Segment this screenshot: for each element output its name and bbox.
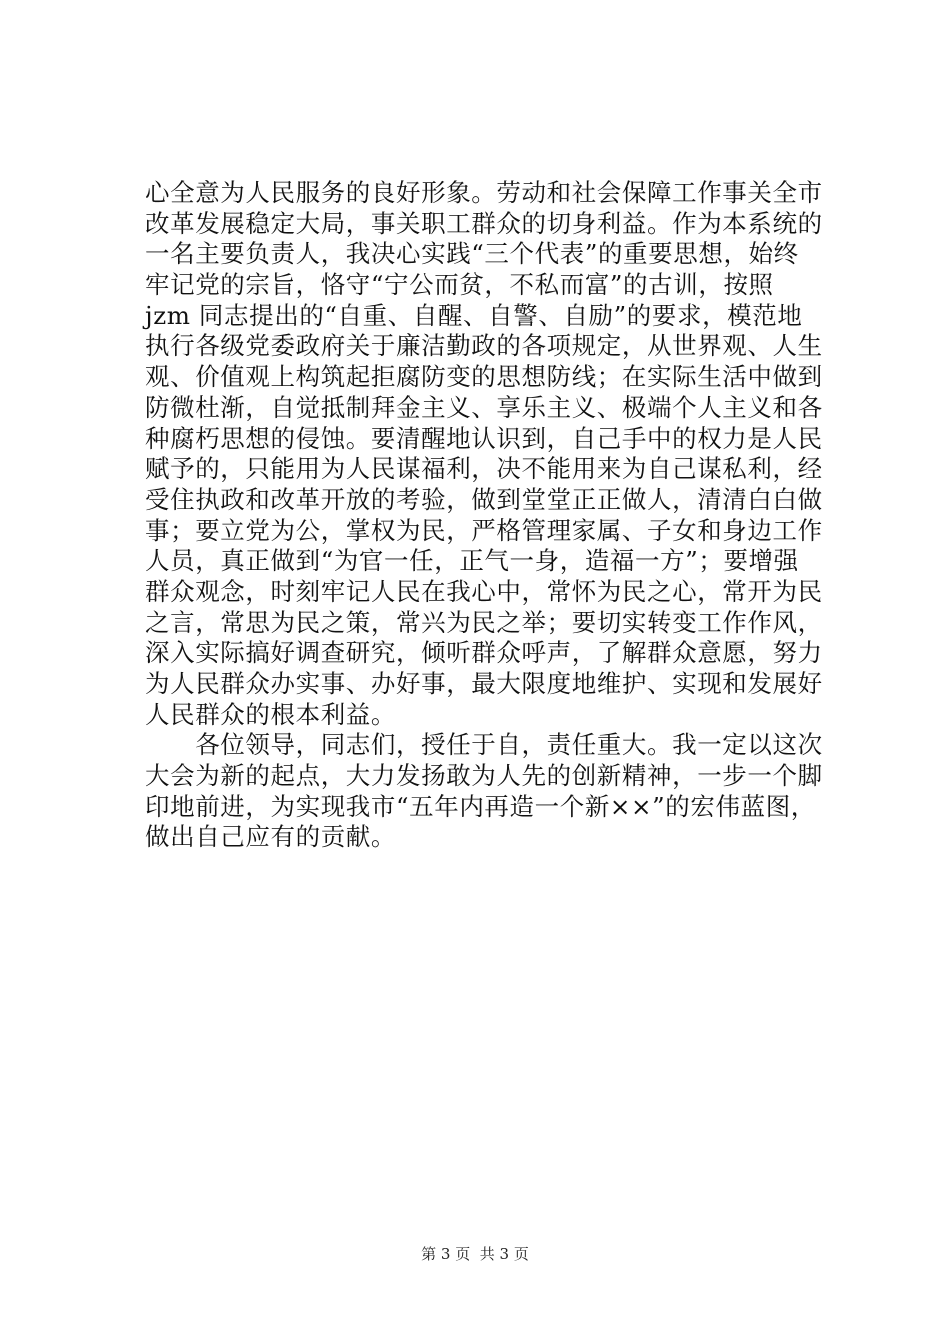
text-line: 之言，常思为民之策，常兴为民之举；要切实转变工作作风， <box>145 607 823 637</box>
text-line: 执行各级党委政府关于廉洁勤政的各项规定，从世界观、人生 <box>145 331 823 361</box>
text-line: 群众观念，时刻牢记人民在我心中，常怀为民之心，常开为民 <box>145 576 823 606</box>
text-line: 人民群众的根本利益。 <box>145 699 396 729</box>
text-line: 为人民群众办实事、办好事，最大限度地维护、实现和发展好 <box>145 669 823 698</box>
text-line: 各位领导，同志们，授任于自，责任重大。我一定以这次 <box>145 730 823 760</box>
text-line: 心全意为人民服务的良好形象。劳动和社会保障工作事关全市 <box>145 178 823 207</box>
text-line: jzm 同志提出的“自重、自醒、自警、自励”的要求，模范地 <box>145 300 803 330</box>
body-text <box>145 178 823 853</box>
text-line: 人员，真正做到“为官一任，正气一身，造福一方”；要增强 <box>145 546 799 576</box>
text-line: 赋予的，只能用为人民谋福利，决不能用来为自己谋私利，经 <box>145 454 823 484</box>
text-line: 改革发展稳定大局，事关职工群众的切身利益。作为本系统的 <box>145 208 823 238</box>
text-line: 印地前进，为实现我市“五年内再造一个新××”的宏伟蓝图， <box>145 791 816 821</box>
text-line: 牢记党的宗旨，恪守“宁公而贫，不私而富”的古训，按照 <box>145 270 774 300</box>
text-line: 事；要立党为公，掌权为民，严格管理家属、子女和身边工作 <box>145 515 823 545</box>
page-number: 第 3 页 共 3 页 <box>421 1245 529 1263</box>
text-line: 大会为新的起点，大力发扬敢为人先的创新精神，一步一个脚 <box>145 761 823 791</box>
text-line: 防微杜渐，自觉抵制拜金主义、享乐主义、极端个人主义和各 <box>145 392 823 422</box>
text-line: 受住执政和改革开放的考验，做到堂堂正正做人，清清白白做 <box>145 484 823 514</box>
text-line: 一名主要负责人，我决心实践“三个代表”的重要思想，始终 <box>145 239 799 269</box>
text-line: 种腐朽思想的侵蚀。要清醒地认识到，自己手中的权力是人民 <box>145 423 823 453</box>
page-footer <box>0 1244 950 1264</box>
text-line: 做出自己应有的贡献。 <box>145 822 396 852</box>
text-line: 深入实际搞好调查研究，倾听群众呼声，了解群众意愿，努力 <box>145 638 823 668</box>
text-line: 观、价值观上构筑起拒腐防变的思想防线；在实际生活中做到 <box>145 362 823 392</box>
